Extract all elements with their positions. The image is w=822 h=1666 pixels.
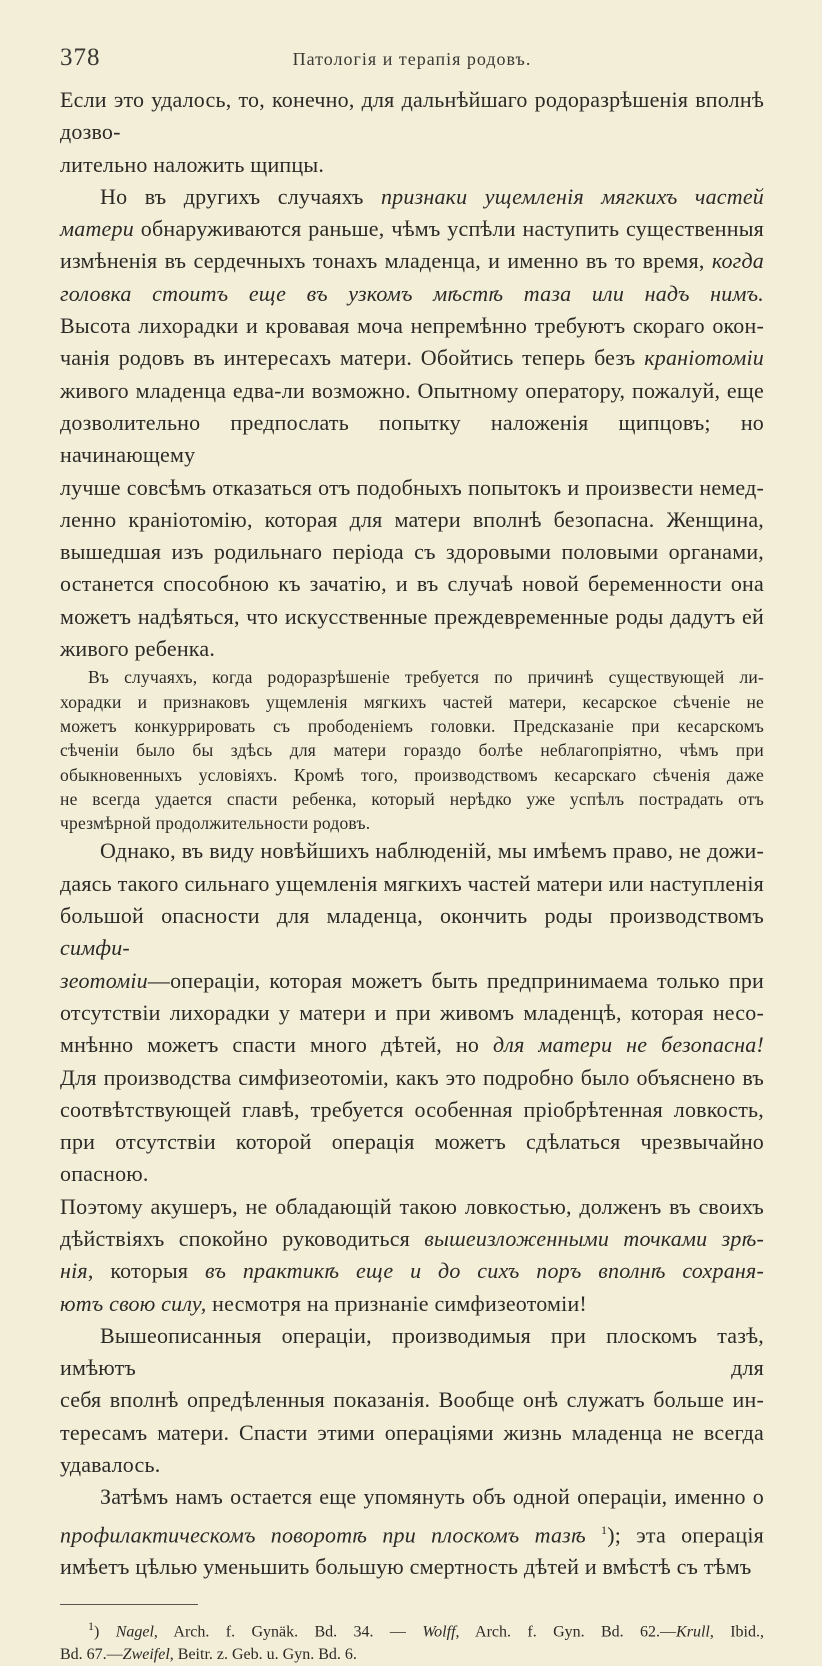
text-line xyxy=(60,1288,764,1320)
italic-emphasis: матери xyxy=(60,216,134,242)
text-run: ) xyxy=(94,1622,116,1640)
text-run xyxy=(586,1522,601,1547)
footnote xyxy=(60,1615,764,1666)
text-line xyxy=(60,714,764,738)
text-run: живого ребенка. xyxy=(60,636,216,662)
text-line xyxy=(60,1029,764,1061)
text-line xyxy=(60,213,764,245)
text-line xyxy=(60,149,764,181)
text-line xyxy=(60,690,764,714)
text-run: вышедшая изъ родильнаго періода съ здоровыми половыми органами, xyxy=(60,539,764,565)
text-line xyxy=(60,1223,764,1255)
text-run: не всегда удается спасти ребенка, который нерѣдко уже успѣлъ пострадать отъ xyxy=(60,788,764,809)
text-run: чанія родовъ въ интересахъ матери. Обойтись теперь безъ xyxy=(60,345,645,371)
body-text xyxy=(60,84,764,1584)
text-line xyxy=(60,665,764,689)
text-run: , Arch. f. Gynäk. Bd. 34. — xyxy=(153,1622,423,1640)
italic-emphasis: профилактическомъ поворотѣ при плоскомъ тазѣ xyxy=(60,1521,586,1547)
text-run: несмотря на признаніе симфизеотоміи! xyxy=(206,1290,587,1316)
footnote-line xyxy=(60,1643,764,1666)
text-line xyxy=(60,835,764,867)
text-run: удавалось. xyxy=(60,1452,161,1478)
italic-emphasis: вышеизложенными точками зрѣ- xyxy=(424,1225,765,1251)
italic-emphasis: Krull xyxy=(676,1622,710,1640)
text-run: обнаруживаются раньше, чѣмъ успѣли наступить существенныя xyxy=(133,216,764,242)
text-line xyxy=(60,738,764,762)
italic-emphasis: Nagel xyxy=(115,1622,154,1640)
text-line xyxy=(60,1417,764,1449)
text-line xyxy=(60,1449,764,1481)
text-run: даясь такого сильнаго ущемленія мягкихъ частей матери или наступленія xyxy=(60,870,764,896)
italic-emphasis: головка стоитъ еще въ узкомъ мѣстѣ таза или надъ нимъ. xyxy=(60,280,764,306)
text-line xyxy=(60,633,764,665)
text-line xyxy=(60,965,764,997)
italic-emphasis: въ практикѣ еще и до сихъ поръ вполнѣ сохраня- xyxy=(204,1258,764,1284)
text-line xyxy=(60,1126,764,1191)
text-run: —операціи, которая можетъ быть предпринимаема только при xyxy=(147,967,764,993)
paragraph xyxy=(60,1320,764,1481)
paragraph xyxy=(60,181,764,665)
text-run: Если это удалось, то, конечно, для дальнѣйшаго родоразрѣшенія вполнѣ дозво- xyxy=(60,87,764,145)
text-line xyxy=(60,375,764,407)
text-run: лительно наложить щипцы. xyxy=(60,151,325,177)
text-run: обыкновенныхъ условіяхъ. Кромѣ того, производствомъ кесарскаго сѣченія даже xyxy=(60,764,764,785)
page-header xyxy=(60,44,764,84)
footnote-line xyxy=(60,1615,764,1643)
text-line xyxy=(60,787,764,811)
text-run: дѣйствіяхъ спокойно руководиться xyxy=(60,1225,425,1251)
italic-emphasis: краніотоміи xyxy=(644,345,764,371)
text-run: Для производства симфизеотоміи, какъ это подробно было объяснено въ xyxy=(60,1064,764,1090)
text-line xyxy=(60,997,764,1029)
text-run: измѣненія въ сердечныхъ тонахъ младенца, и именно въ то время, xyxy=(60,248,712,274)
text-line xyxy=(60,568,764,600)
text-run: лучше совсѣмъ отказаться отъ подобныхъ попытокъ и произвести немед- xyxy=(60,474,764,500)
text-run: сѣченіи было бы здѣсь для матери гораздо болѣе неблагопріятно, чѣмъ при xyxy=(60,740,764,761)
text-run: живого младенца едва-ли возможно. Опытному оператору, пожалуй, еще xyxy=(60,377,764,403)
page-number: 378 xyxy=(60,44,101,71)
footnote-marker: 1 xyxy=(601,1522,608,1537)
text-line xyxy=(60,245,764,277)
text-run: мнѣнно можетъ спасти много дѣтей, но xyxy=(60,1032,493,1058)
text-line xyxy=(60,407,764,472)
text-line xyxy=(60,1320,764,1385)
text-run: Но въ другихъ случаяхъ xyxy=(100,183,381,209)
italic-emphasis: когда xyxy=(711,248,764,274)
text-run: Bd. 67.— xyxy=(60,1645,123,1663)
text-line xyxy=(60,1062,764,1094)
italic-emphasis: зеотоміи xyxy=(60,967,148,993)
text-run: , Arch. f. Gyn. Bd. 62.— xyxy=(455,1622,677,1640)
text-line xyxy=(60,472,764,504)
footnote-marker: 1 xyxy=(88,1618,94,1633)
text-run: Поэтому акушеръ, не обладающій такою ловкостью, долженъ въ своихъ xyxy=(60,1193,764,1219)
text-run: большой опасности для младенца, окончить роды производствомъ xyxy=(60,903,764,929)
text-line xyxy=(60,868,764,900)
text-run: ленно краніотомію, которая для матери вполнѣ безопасна. Женщина, xyxy=(60,506,764,532)
text-run: ); эта операція xyxy=(607,1521,765,1547)
text-line xyxy=(60,1514,764,1552)
italic-emphasis: ютъ свою силу, xyxy=(60,1290,207,1316)
text-run: останется способною къ зачатію, и въ случаѣ новой беременности она xyxy=(60,571,764,597)
text-run: дозволительно предпослать попытку наложенія щипцовъ; но начинающему xyxy=(60,409,764,468)
text-run: Въ случаяхъ, когда родоразрѣшеніе требуется по причинѣ существующей ли- xyxy=(88,667,764,688)
text-run: , Ibid., xyxy=(709,1622,764,1640)
text-run: при отсутствіи которой операція можетъ сдѣлаться чрезвычайно опасною. xyxy=(60,1129,764,1187)
text-line xyxy=(60,1384,764,1416)
paragraph xyxy=(60,84,764,181)
italic-emphasis: симфи- xyxy=(60,935,130,961)
text-line xyxy=(60,1191,764,1223)
text-line xyxy=(60,504,764,536)
text-run: хорадки и признаковъ ущемленія мягкихъ частей матери, кесарское сѣченіе не xyxy=(60,691,764,712)
italic-emphasis: Wolff xyxy=(422,1622,456,1640)
text-line xyxy=(60,1094,764,1126)
text-run: соотвѣтствующей главѣ, требуется особенная пріобрѣтенная ловкость, xyxy=(60,1096,764,1122)
text-line xyxy=(60,1551,764,1583)
text-run: тересамъ матери. Спасти этими операціями жизнь младенца не всегда xyxy=(60,1419,764,1445)
text-line xyxy=(60,811,764,835)
italic-emphasis: для матери не безопасна! xyxy=(492,1032,764,1058)
text-run: можетъ надѣяться, что искусственные преждевременные роды дадутъ ей xyxy=(60,603,764,629)
text-line xyxy=(60,342,764,374)
running-title: Патологія и терапія родовъ. xyxy=(292,49,532,69)
text-line xyxy=(60,278,764,310)
text-line xyxy=(60,763,764,787)
text-line xyxy=(60,601,764,633)
text-run: имѣетъ цѣлью уменьшить большую смертность дѣтей и вмѣстѣ съ тѣмъ xyxy=(60,1554,752,1580)
text-run: чрезмѣрной продолжительности родовъ. xyxy=(60,813,371,834)
text-line xyxy=(60,1481,764,1513)
italic-emphasis: признаки ущемленія мягкихъ частей xyxy=(380,183,764,209)
text-run: отсутствіи лихорадки у матери и при живомъ младенцѣ, которая несо- xyxy=(60,999,764,1025)
paragraph xyxy=(60,835,764,1319)
text-run: , Beitr. z. Geb. u. Gyn. Bd. 6. xyxy=(169,1645,357,1663)
text-line xyxy=(60,310,764,342)
text-line xyxy=(60,181,764,213)
text-run: Затѣмъ намъ остается еще упомянуть объ одной операціи, именно о xyxy=(100,1484,764,1510)
paragraph xyxy=(60,1481,764,1583)
italic-emphasis: нія xyxy=(60,1258,88,1284)
footnote-divider xyxy=(60,1604,198,1605)
text-line xyxy=(60,536,764,568)
text-line xyxy=(60,900,764,965)
text-line xyxy=(60,84,764,149)
paragraph-small-print xyxy=(60,665,764,835)
text-run: можетъ конкуррировать съ прободеніемъ головки. Предсказаніе при кесарскомъ xyxy=(60,715,764,736)
text-run: , которыя xyxy=(87,1258,205,1284)
text-run: Однако, въ виду новѣйшихъ наблюденій, мы имѣемъ право, не дожи- xyxy=(100,838,764,864)
italic-emphasis: Zweifel xyxy=(122,1645,170,1663)
text-line xyxy=(60,1255,764,1287)
text-run: Вышеописанныя операціи, производимыя при плоскомъ тазѣ, имѣютъ для xyxy=(60,1322,764,1381)
text-run: Высота лихорадки и кровавая моча непремѣнно требуютъ скораго окон- xyxy=(60,313,764,339)
text-run: себя вполнѣ опредѣленныя показанія. Вообще онѣ служатъ больше ин- xyxy=(60,1387,764,1413)
